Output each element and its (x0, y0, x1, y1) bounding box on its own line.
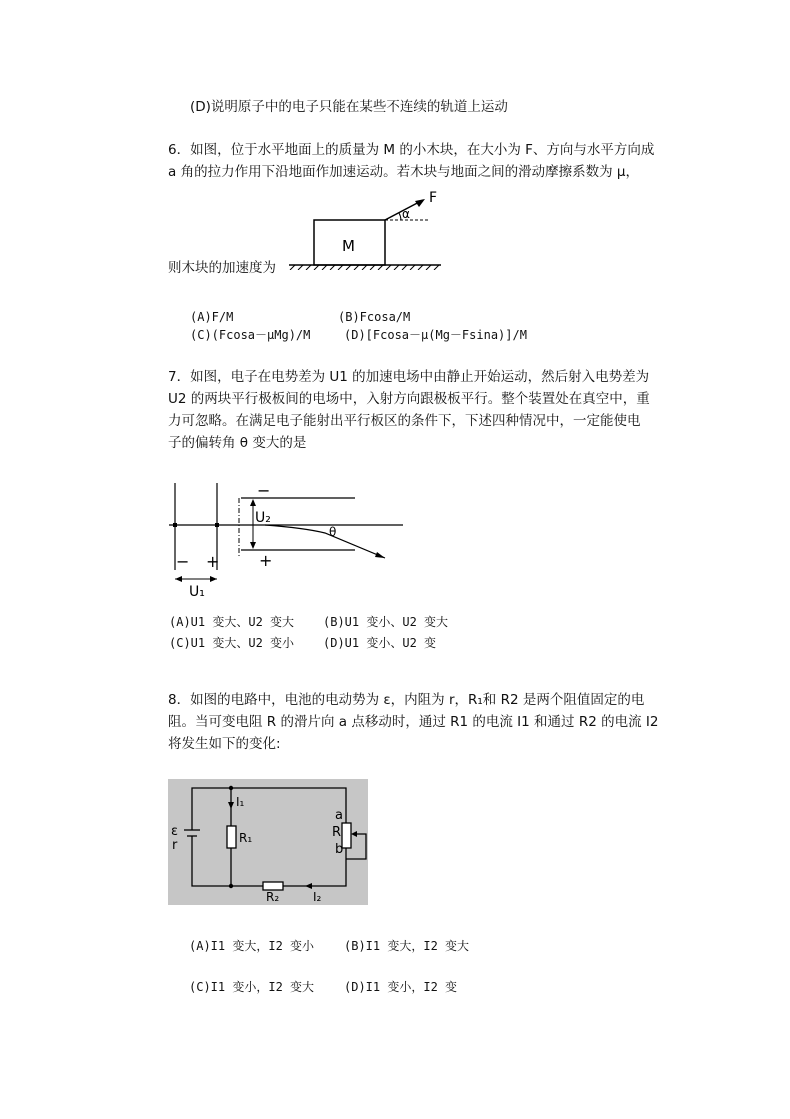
q7-stem-line4: 子的偏转角 θ 变大的是 (168, 435, 307, 451)
q8-b-label: b (335, 842, 344, 857)
q8-stem-line2: 阻。当可变电阻 R 的滑片向 a 点移动时，通过 R1 的电流 I1 和通过 R2 的电流 I2 (168, 714, 659, 730)
q8-option-a: (A)I1 变大，I2 变小 (189, 939, 315, 953)
q6-angle-label: α (402, 207, 410, 221)
q7-option-b: (B)U1 变小、U2 变大 (323, 615, 449, 629)
q8-r-internal-label: r (172, 838, 178, 853)
q7-u1-label: U₁ (189, 584, 205, 600)
q8-stem-line1: 8．如图的电路中，电池的电动势为 ε，内阻为 r，R₁和 R2 是两个阻值固定的电 (168, 692, 645, 708)
q8-option-d: (D)I1 变小，I2 变 (344, 980, 458, 994)
q8-i1-label: I₁ (236, 795, 245, 809)
q7-stem-line1: 7．如图，电子在电势差为 U1 的加速电场中由静止开始运动，然后射入电势差为 (168, 369, 650, 385)
q8-epsilon-label: ε (171, 824, 179, 839)
q6-stem-line3: 则木块的加速度为 (168, 260, 276, 276)
q7-stem-line2: U2 的两块平行极板间的电场中，入射方向跟极板平行。整个装置处在真空中，重 (168, 391, 650, 407)
q6-stem-line1: 6．如图，位于水平地面上的质量为 M 的小木块，在大小为 F、方向与水平方向成 (168, 142, 655, 158)
q7-option-c: (C)U1 变大、U2 变小 (169, 636, 295, 650)
q6-option-c: (C)(Fcosa－μMg)/M (190, 328, 311, 342)
q7-figure-deflection (165, 478, 410, 603)
q7-option-a: (A)U1 变大、U2 变大 (169, 615, 295, 629)
q6-stem-line2: a 角的拉力作用下沿地面作加速运动。若木块与地面之间的滑动摩擦系数为 μ， (168, 164, 639, 180)
q8-R-label: R (332, 825, 342, 840)
q8-resistor-r2 (263, 882, 283, 890)
q8-a-label: a (335, 808, 343, 823)
q8-r2-label: R₂ (266, 890, 280, 904)
q8-option-c: (C)I1 变小，I2 变大 (189, 980, 315, 994)
q7-option-d: (D)U1 变小、U2 变 (323, 636, 437, 650)
q7-plate-minus: − (257, 481, 271, 500)
q7-stem-line3: 力可忽略。在满足电子能射出平行板区的条件下，下述四种情况中，一定能使电 (168, 413, 641, 429)
q6-option-d: (D)[Fcosa－μ(Mg－Fsina)]/M (344, 328, 527, 342)
q8-i2-label: I₂ (313, 890, 322, 904)
q7-theta-label: θ (329, 525, 337, 539)
q6-figure-block-on-ground (285, 186, 445, 270)
q6-block-label: M (342, 237, 355, 255)
q7-electron-path (265, 525, 385, 558)
q7-plate-plus: + (259, 551, 273, 570)
q8-r1-label: R₁ (239, 831, 253, 845)
q7-u2-label: U₂ (255, 510, 271, 526)
q8-resistor-r (342, 823, 351, 848)
q7-u1-minus: − (176, 552, 190, 571)
q7-u1-plus: + (206, 552, 220, 571)
q6-force-label: F (429, 190, 438, 206)
q6-option-a: (A)F/M (190, 310, 234, 324)
q8-figure-circuit (168, 779, 368, 905)
q5-option-d: (D)说明原子中的电子只能在某些不连续的轨道上运动 (190, 99, 508, 115)
q8-stem-line3: 将发生如下的变化: (168, 736, 281, 752)
q8-option-b: (B)I1 变大，I2 变大 (344, 939, 470, 953)
q6-option-b: (B)Fcosa/M (338, 310, 411, 324)
q8-resistor-r1 (227, 826, 236, 848)
